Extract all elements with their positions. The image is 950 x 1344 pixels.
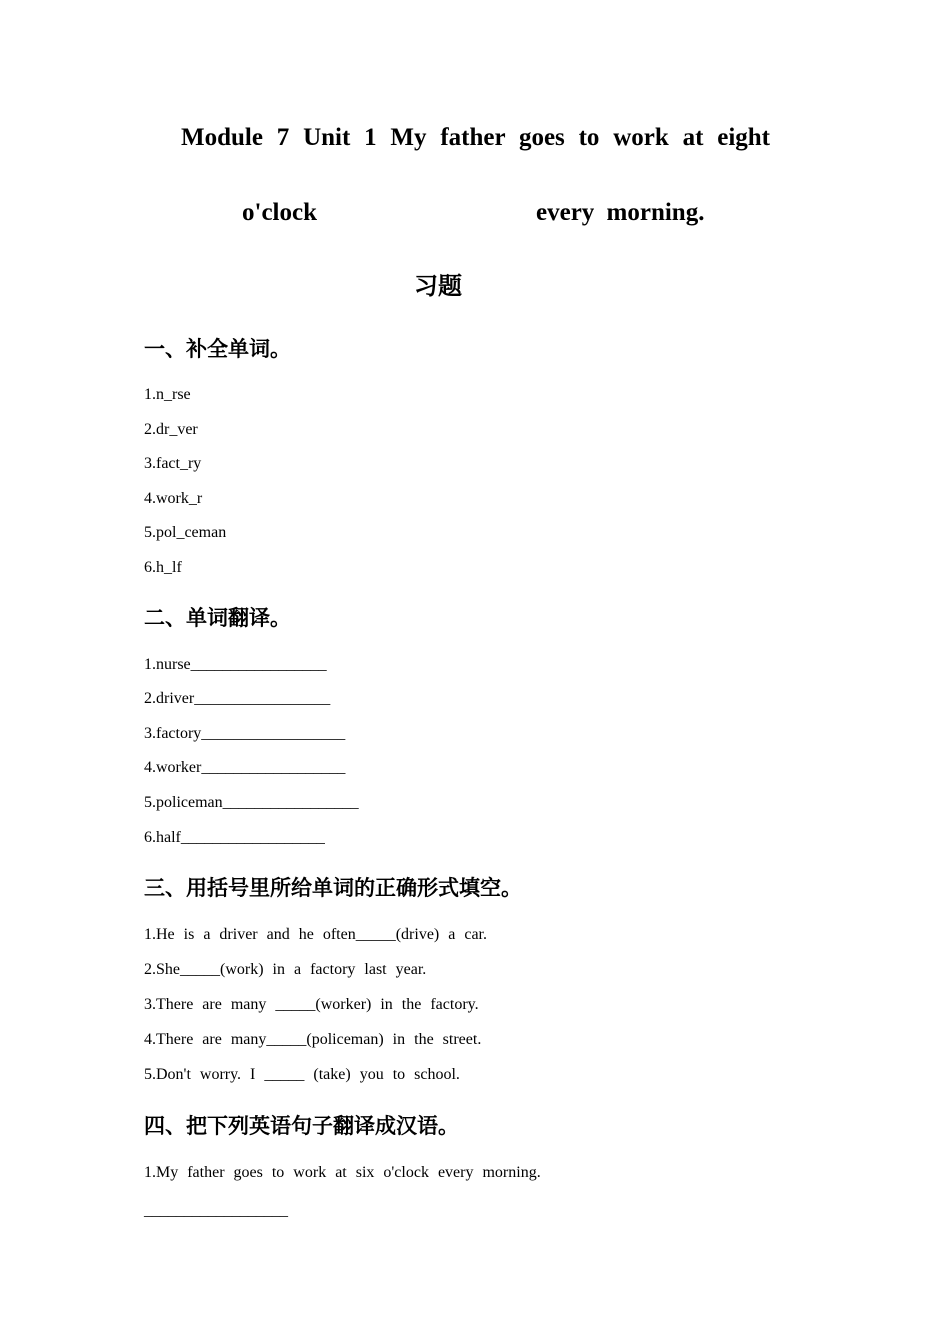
- section-1-item: 1.n_rse: [144, 386, 191, 403]
- section-2-item: 5.policeman_________________: [144, 794, 359, 811]
- section-1-item: 6.h_lf: [144, 559, 182, 576]
- section-3-item: 2.She_____(work) in a factory last year.: [144, 961, 427, 978]
- section-2-item: 1.nurse_________________: [144, 656, 327, 673]
- section-2-item: 4.worker__________________: [144, 759, 346, 776]
- section-3-heading: 三、用括号里所给单词的正确形式填空。: [144, 876, 522, 900]
- section-1-item: 5.pol_ceman: [144, 524, 227, 541]
- section-1-heading: 一、补全单词。: [144, 337, 291, 361]
- title-line-2-left: o'clock: [242, 199, 317, 226]
- section-2-heading: 二、单词翻译。: [144, 606, 291, 630]
- section-2-item: 2.driver_________________: [144, 690, 331, 707]
- title-line-1: Module 7 Unit 1 My father goes to work at eight: [181, 124, 770, 151]
- section-1-item: 4.work_r: [144, 490, 203, 507]
- section-4-heading: 四、把下列英语句子翻译成汉语。: [144, 1114, 459, 1138]
- section-3-item: 1.He is a driver and he often_____(drive) a car.: [144, 926, 487, 943]
- section-1-item: 3.fact_ry: [144, 455, 202, 472]
- answer-blank-line: __________________: [144, 1202, 288, 1219]
- section-2-item: 6.half__________________: [144, 829, 325, 846]
- title-line-2-right: every morning.: [536, 199, 705, 226]
- section-3-item: 5.Don't worry. I _____ (take) you to school.: [144, 1066, 460, 1083]
- section-3-item: 3.There are many _____(worker) in the factory.: [144, 996, 479, 1013]
- subtitle: 习题: [414, 272, 462, 300]
- section-4-item: 1.My father goes to work at six o'clock every morning.: [144, 1164, 541, 1181]
- section-1-item: 2.dr_ver: [144, 421, 198, 438]
- section-3-item: 4.There are many_____(policeman) in the street.: [144, 1031, 482, 1048]
- section-2-item: 3.factory__________________: [144, 725, 346, 742]
